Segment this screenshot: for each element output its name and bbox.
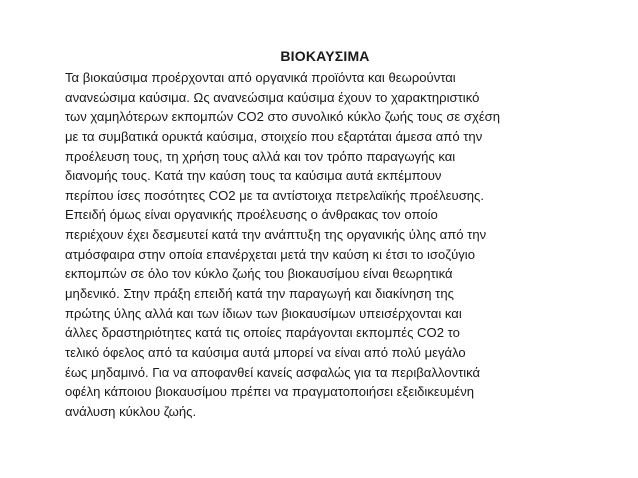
text-line: μηδενικό. Στην πράξη επειδή κατά την παραγωγή και διακίνηση της [65, 286, 454, 302]
text-line: προέλευση τους, τη χρήση τους αλλά και τον τρόπο παραγωγής και [65, 148, 456, 164]
text-line: πρώτης ύλης αλλά και των ίδιων των βιοκαυσίμων υπεισέρχονται και [65, 305, 462, 321]
text-line: έως μηδαμινό. Για να αποφανθεί κανείς ασφαλώς για τα περιβαλλοντικά [65, 364, 481, 380]
text-line: διανομής τους. Κατά την καύση τους τα καύσιμα αυτά εκπέμπουν [65, 168, 442, 184]
text-line: ανάλυση κύκλου ζωής. [65, 403, 197, 419]
text-line: περιέχουν έχει δεσμευτεί κατά την ανάπτυξη της οργανικής ύλης από την [65, 227, 487, 243]
text-line: Τα βιοκαύσιμα προέρχονται από οργανικά προϊόντα και θεωρούνται [65, 70, 456, 85]
body-paragraph [65, 68, 585, 422]
text-line: τελικό όφελος από τα καύσιμα αυτά μπορεί να είναι από πολύ μεγάλο [65, 344, 466, 360]
text-line: άλλες δραστηριότητες κατά τις οποίες παράγονται εκπομπές CO2 το [65, 325, 460, 341]
document-title: ΒΙΟΚΑΥΣΙΜΑ [280, 48, 370, 64]
text-line: περίπου ίσες ποσότητες CO2 με τα αντίστοιχα πετρελαϊκής προέλευσης. [65, 187, 485, 203]
text-line: των χαμηλότερων εκπομπών CO2 στο συνολικό κύκλο ζωής τους σε σχέση [65, 109, 501, 125]
text-line: με τα συμβατικά ορυκτά καύσιμα, στοιχείο που εξαρτάται άμεσα από την [65, 128, 483, 144]
text-line: ανανεώσιμα καύσιμα. Ως ανανεώσιμα καύσιμα έχουν το χαρακτηριστικό [65, 89, 480, 105]
text-line: εκπομπών σε όλο τον κύκλο ζωής του βιοκαυσίμου είναι θεωρητικά [65, 266, 453, 282]
text-line: Επειδή όμως είναι οργανικής προέλευσης ο άνθρακας τον οποίο [65, 207, 438, 223]
text-line: ατμόσφαιρα στην οποία επανέρχεται μετά την καύση κι έτσι το ισοζύγιο [65, 246, 475, 262]
text-line: οφέλη κάποιου βιοκαυσίμου πρέπει να πραγματοποιήσει εξειδικευμένη [65, 384, 475, 400]
